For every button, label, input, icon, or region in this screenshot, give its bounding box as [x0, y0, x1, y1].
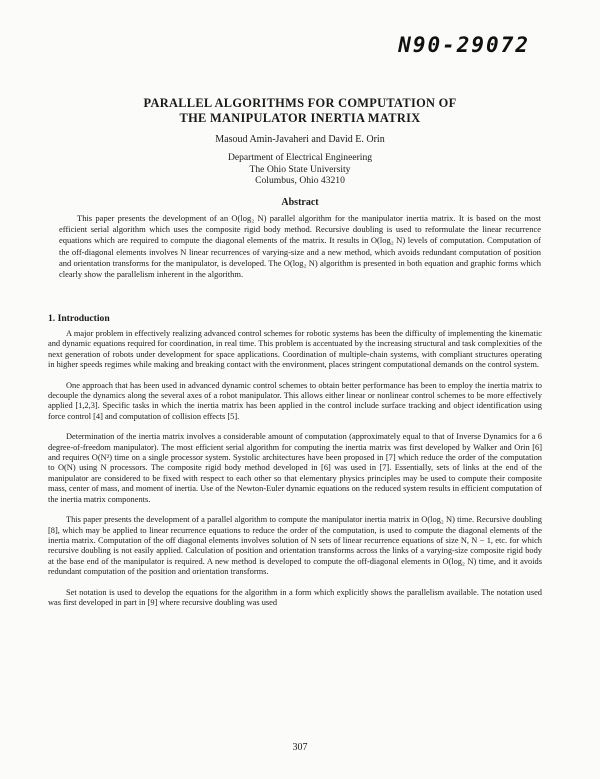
document-number: N90-29072	[398, 33, 530, 57]
paragraph: This paper presents the development of a parallel algorithm to compute the manipulator inertia matrix in O(log₂ N) time. Recursive doubling [8], which may be applied to linear recurrence equations to reduce the order of the computation, is used to compute the diagonal elements of the inertia matrix. Computation of the off diagonal elements involves solution of N sets of linear recurrence equations of size N, N − 1, etc. for which recursive doubling is not easily applied. Calculation of position and orientation transforms across the links of a varying-size composite rigid body at the base end of the manipulator is required. A new method is developed to compute the off-diagonal elements in O(log₂ N) time, and it avoids redundant computation of the position and orientation transforms.	[48, 515, 542, 577]
abstract	[59, 213, 541, 280]
title-line-1: PARALLEL ALGORITHMS FOR COMPUTATION OF	[143, 96, 457, 110]
paragraph: Set notation is used to develop the equations for the algorithm in a form which explicitly shows the parallelism available. The notation used was first developed in part in [9] where recursive doubling was used	[48, 587, 542, 607]
paragraph: A major problem in effectively realizing advanced control schemes for robotic systems has been the difficulty of implementing the kinematic and dynamic equations required for coordination, in real time. This problem is accentuated by the increasing structural and task complexities of the next generation of robots under development for space applications. Coordination of multiple-chain systems, with compliant structures operating in higher speeds regimes while making and breaking contact with the environment, places stringent computational demands on the control system.	[48, 329, 542, 370]
body-text	[48, 329, 542, 618]
affiliation-city: Columbus, Ohio 43210	[255, 175, 345, 187]
section-heading-introduction: 1. Introduction	[48, 313, 110, 324]
affiliation-department: Department of Electrical Engineering	[227, 152, 373, 163]
paper-title	[0, 96, 600, 126]
title-line-2: THE MANIPULATOR INERTIA MATRIX	[179, 111, 421, 125]
affiliation-university: The Ohio State University	[249, 163, 351, 175]
paragraph: One approach that has been used in advanced dynamic control schemes to obtain better performance has been to employ the inertia matrix to decouple the dynamics along the several axes of a robot manipulator. This allows either linear or nonlinear control schemes to be more effectively applied [1,2,3]. Specific tasks in which the inertia matrix has been applied in the control include surface tracking and object identification using force control [4] and computation of collision effects [5].	[48, 380, 542, 421]
affiliation	[0, 152, 600, 187]
page-number: 307	[292, 742, 308, 753]
authors: Masoud Amin-Javaheri and David E. Orin	[215, 134, 385, 145]
abstract-text: This paper presents the development of an O(log₂ N) parallel algorithm for the manipulator inertia matrix. It is based on the most efficient serial algorithm which uses the composite rigid body method. Recursive doubling is used to reformulate the linear recurrence equations which are required to compute the diagonal elements of the matrix. It results in O(log₂ N) levels of computation. Computation of the off-diagonal elements involves N linear recurrences of varying-size and a new method, which avoids redundant computation of position and orientation transforms for the manipulator, is developed. The O(log₂ N) algorithm is presented in both equation and graphic forms which clearly show the parallelism inherent in the algorithm.	[59, 213, 541, 280]
paragraph: Determination of the inertia matrix involves a considerable amount of computation (approximately equal to that of Inverse Dynamics for a 6 degree-of-freedom manipulator). The most efficient serial algorithm for computing the inertia matrix was first developed by Walker and Orin [6] and requires O(N²) time on a single processor system. Systolic architectures have been proposed in [7] which reduce the order of the computation to O(N) using N processors. The composite rigid body method developed in [6] was used in [7]. Essentially, sets of links at the end of the manipulator are considered to be fixed with respect to each other so that elementary physics principles may be used to compute their composite mass, center of mass, and moment of inertia. Use of the Newton-Euler dynamic equations on the reduced system results in efficient computation of the inertia matrix components.	[48, 432, 542, 504]
abstract-heading: Abstract	[281, 197, 319, 208]
